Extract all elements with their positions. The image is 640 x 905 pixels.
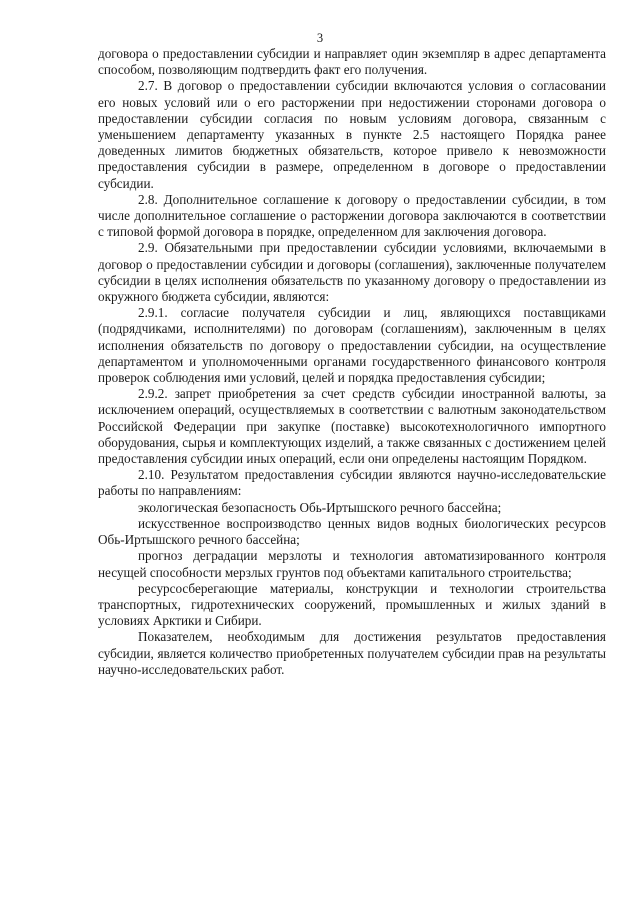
research-direction-bioresources: искусственное воспроизводство ценных видов водных биологических ресурсов Обь-Иртышского речного бассейна; — [98, 515, 606, 548]
page-number: 3 — [316, 31, 324, 45]
research-direction-ecology: экологическая безопасность Обь-Иртышского речного бассейна; — [138, 499, 502, 515]
paragraph-2-9-2: 2.9.2. запрет приобретения за счет средств субсидии иностранной валюты, за исключением операций, осуществляемых в соответствии с валютным законодательством Российской Федерации при закупке (поставке) высокотехнологичного импортного оборудования, сырья и комплектующих изделий, а также связанных с достижением целей предоставления субсидии иных операций, если они определены настоящим Порядком. — [98, 386, 606, 467]
paragraph-2-7: 2.7. В договор о предоставлении субсидии включаются условия о согласовании его новых условий или о его расторжении при недостижении сторонами договора о предоставлении субсидии согласия по новым условиям договора, связанным с уменьшением департаменту указанных в пункте 2.5 настоящего Порядка ранее доведенных лимитов бюджетных обязательств, которое привело к невозможности предоставления субсидии в размере, определенном в договоре о предоставлении субсидии. — [98, 78, 606, 191]
paragraph-continuation: договора о предоставлении субсидии и направляет один экземпляр в адрес департамента способом, позволяющим подтвердить факт его получения. — [98, 46, 606, 78]
research-direction-materials: ресурсосберегающие материалы, конструкции и технологии строительства транспортных, гидротехнических сооружений, промышленных и жилых зданий в условиях Арктики и Сибири. — [98, 580, 606, 629]
research-direction-permafrost: прогноз деградации мерзлоты и технология автоматизированного контроля несущей способности мерзлых грунтов под объектами капитального строительства; — [98, 548, 606, 580]
paragraph-2-8: 2.8. Дополнительное соглашение к договору о предоставлении субсидии, в том числе дополнительное соглашение о расторжении договора заключаются в соответствии с типовой формой договора в порядке, определенном для заключения договора. — [98, 191, 606, 240]
paragraph-2-10: 2.10. Результатом предоставления субсидии являются научно-исследовательские работы по направлениям: — [98, 467, 606, 499]
paragraph-indicator: Показателем, необходимым для достижения результатов предоставления субсидии, является количество приобретенных получателем субсидии прав на результаты научно-исследовательских работ. — [98, 629, 606, 677]
paragraph-2-9: 2.9. Обязательными при предоставлении субсидии условиями, включаемыми в договор о предоставлении субсидии и договоры (соглашения), заключенные получателем субсидии в целях исполнения обязательств по указанному договору о предоставлении из окружного бюджета субсидии, являются: — [98, 240, 606, 305]
paragraph-2-9-1: 2.9.1. согласие получателя субсидии и лиц, являющихся поставщиками (подрядчиками, исполнителями) по договорам (соглашениям), заключенным в целях исполнения обязательств по договору о предоставлении субсидии, на осуществление департаментом и уполномоченными органами государственного финансового контроля проверок соблюдения ими условий, целей и порядка предоставления субсидии; — [98, 305, 606, 386]
document-body — [98, 46, 606, 678]
